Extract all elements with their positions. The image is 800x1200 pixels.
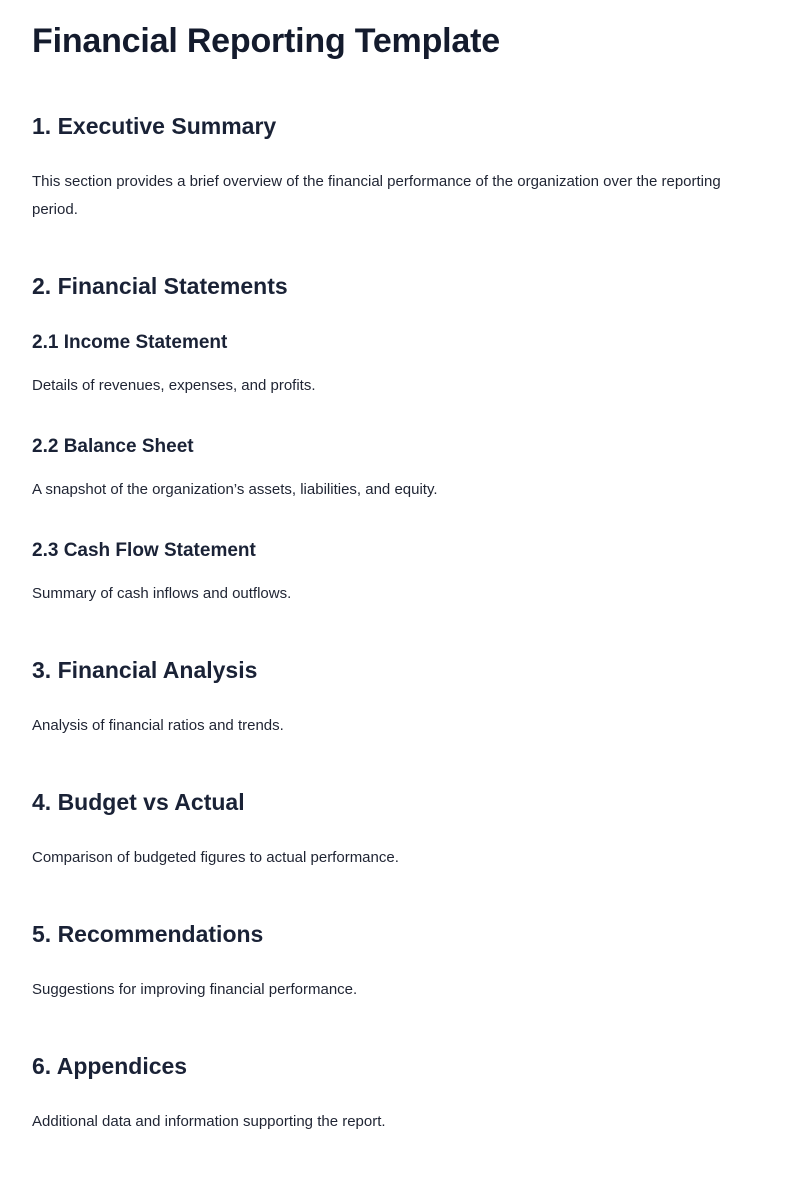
- section-text-budget-vs-actual: Comparison of budgeted figures to actual performance.: [32, 849, 399, 866]
- section-heading-budget-vs-actual: 4. Budget vs Actual: [32, 789, 245, 815]
- section-text-financial-analysis: Analysis of financial ratios and trends.: [32, 717, 284, 734]
- subsection-heading-income-statement: 2.1 Income Statement: [32, 332, 228, 353]
- subsection-text-balance-sheet: A snapshot of the organization’s assets, liabilities, and equity.: [32, 481, 438, 498]
- section-text-recommendations: Suggestions for improving financial performance.: [32, 981, 358, 998]
- section-heading-financial-statements: 2. Financial Statements: [32, 273, 288, 299]
- subsection-heading-cash-flow-statement: 2.3 Cash Flow Statement: [32, 540, 256, 561]
- section-heading-financial-analysis: 3. Financial Analysis: [32, 657, 258, 683]
- section-heading-executive-summary: 1. Executive Summary: [32, 113, 277, 139]
- section-heading-recommendations: 5. Recommendations: [32, 921, 264, 947]
- subsection-heading-balance-sheet: 2.2 Balance Sheet: [32, 436, 194, 457]
- page-title: Financial Reporting Template: [32, 22, 500, 60]
- subsection-text-income-statement: Details of revenues, expenses, and profits.: [32, 377, 316, 394]
- section-heading-appendices: 6. Appendices: [32, 1053, 188, 1079]
- section-text-appendices: Additional data and information supporting the report.: [32, 1113, 386, 1130]
- section-text-executive-summary: This section provides a brief overview of the financial performance of the organization over the reporting period.: [32, 173, 721, 218]
- subsection-text-cash-flow-statement: Summary of cash inflows and outflows.: [32, 585, 292, 602]
